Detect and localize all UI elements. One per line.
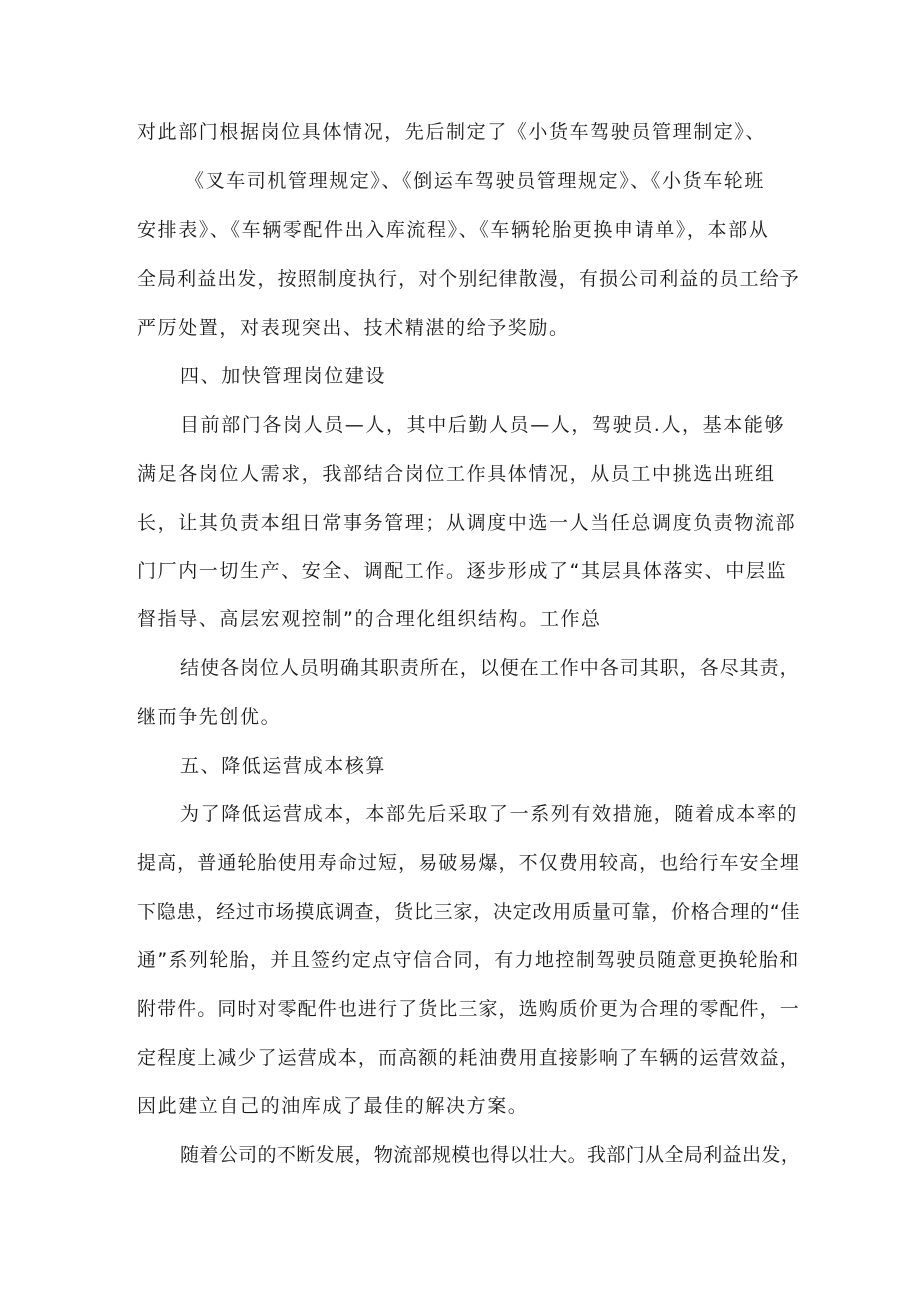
text-line: 安排表》、《车辆零配件出入库流程》、《车辆轮胎更换申请单》，本部从 xyxy=(137,219,770,241)
text-line: 门厂内一切生产、安全、调配工作。逐步形成了“其层具体落实、中层监 xyxy=(137,560,788,582)
text-line: 对此部门根据岗位具体情况，先后制定了《小货车驾驶员管理制定》、 xyxy=(137,121,767,143)
text-line: 随着公司的不断发展，物流部规模也得以壮大。我部门从全局利益出发， xyxy=(180,1144,801,1166)
text-line: 长，让其负责本组日常事务管理；从调度中选一人当任总调度负责物流部 xyxy=(137,512,797,534)
text-line: 《叉车司机管理规定》、《倒运车驾驶员管理规定》、《小货车轮班 xyxy=(185,170,766,192)
text-line: 下隐患，经过市场摸底调查，货比三家，决定改用质量可靠，价格合理的“佳 xyxy=(137,901,801,923)
text-line: 全局利益出发，按照制度执行，对个别纪律散漫，有损公司利益的员工给予 xyxy=(137,268,800,290)
section-heading: 五、降低运营成本核算 xyxy=(180,755,387,777)
text-line: 继而争先创优。 xyxy=(137,706,282,728)
text-line: 满足各岗位人需求，我部结合岗位工作具体情况，从员工中挑选出班组 xyxy=(137,463,776,485)
text-line: 提高，普通轮胎使用寿命过短，易破易爆，不仅费用较高，也给行车安全埋 xyxy=(137,852,800,874)
text-line: 为了降低运营成本，本部先后采取了一系列有效措施，随着成本率的 xyxy=(180,803,799,825)
text-line: 督指导、高层宏观控制”的合理化组织结构。工作总 xyxy=(137,608,602,630)
text-line: 结使各岗位人员明确其职责所在，以便在工作中各司其职，各尽其责， xyxy=(180,657,800,679)
text-line: 定程度上减少了运营成本，而高额的耗油费用直接影响了车辆的运营效益， xyxy=(137,1047,800,1069)
text-line: 通”系列轮胎，并且签约定点守信合同，有力地控制驾驶员随意更换轮胎和 xyxy=(137,949,800,971)
text-line: 严厉处置，对表现突出、技术精湛的给予奖励。 xyxy=(137,317,570,339)
text-line: 目前部门各岗人员—人，其中后勤人员—人，驾驶员.人，基本能够 xyxy=(180,414,786,436)
section-heading: 四、加快管理岗位建设 xyxy=(180,365,387,387)
text-line: 附带件。同时对零配件也进行了货比三家，选购质价更为合理的零配件，一 xyxy=(137,998,800,1020)
text-line: 因此建立自己的油库成了最佳的解决方案。 xyxy=(137,1095,529,1117)
